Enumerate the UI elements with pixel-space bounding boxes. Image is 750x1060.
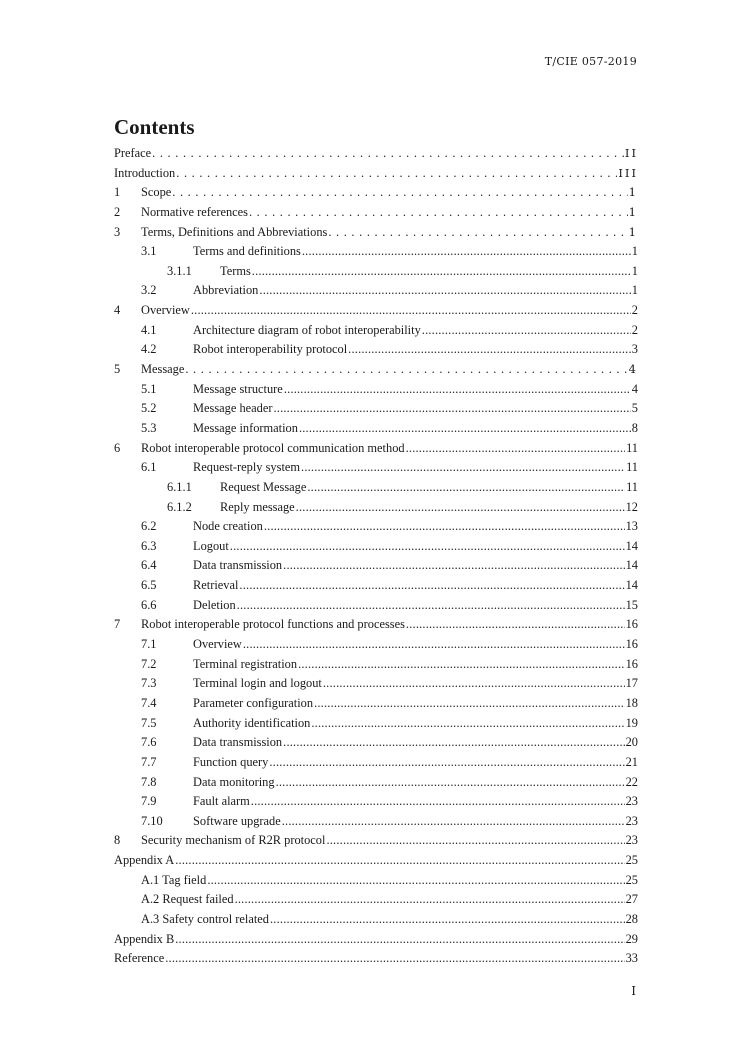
toc-dot-leader	[165, 949, 624, 969]
toc-entry-page: 1	[628, 224, 638, 239]
toc-dot-leader	[235, 890, 625, 910]
toc-dot-leader	[252, 262, 631, 282]
toc-dot-leader	[152, 144, 624, 164]
toc-entry[interactable]	[114, 203, 638, 223]
toc-entry-page: II	[624, 146, 638, 160]
toc-entry-page: 18	[625, 695, 638, 710]
toc-entry-number: 7.7	[141, 754, 157, 769]
toc-entry-page: 11	[626, 479, 638, 494]
toc-entry-page: 5	[631, 401, 638, 416]
toc-entry[interactable]	[114, 144, 638, 164]
toc-dot-leader	[191, 301, 631, 321]
toc-entry-number: 7.1	[141, 637, 157, 652]
toc-entry-number: 6.1.2	[167, 499, 192, 514]
toc-entry-page: 28	[625, 911, 638, 926]
toc-entry-title: Node creation	[193, 519, 263, 534]
toc-entry[interactable]	[114, 596, 638, 616]
toc-entry-number: 6.4	[141, 558, 157, 573]
toc-entry-title: Terminal login and logout	[193, 676, 322, 691]
toc-entry[interactable]	[114, 831, 638, 851]
toc-entry[interactable]	[114, 694, 638, 714]
toc-entry-page: 25	[625, 853, 638, 868]
toc-entry-page: 12	[625, 499, 638, 514]
toc-entry-number: 7.10	[141, 813, 163, 828]
toc-entry-title: A.3 Safety control related	[141, 911, 269, 926]
toc-entry-number: 7.8	[141, 774, 157, 789]
toc-dot-leader	[296, 498, 625, 518]
toc-dot-leader	[348, 340, 631, 360]
toc-entry-page: 14	[625, 538, 638, 553]
toc-entry-page: 21	[625, 754, 638, 769]
toc-entry-page: 2	[631, 322, 638, 337]
toc-entry-page: 25	[625, 872, 638, 887]
toc-entry-title: Overview	[141, 303, 190, 318]
toc-entry-page: 13	[625, 519, 638, 534]
toc-entry-number: 3	[114, 224, 121, 239]
toc-entry-number: 1	[114, 185, 121, 200]
toc-dot-leader	[301, 458, 625, 478]
toc-entry[interactable]	[114, 615, 638, 635]
toc-entry-page: 1	[628, 204, 638, 219]
toc-entry[interactable]	[114, 340, 638, 360]
toc-entry[interactable]	[114, 871, 638, 891]
toc-entry[interactable]	[114, 419, 638, 439]
toc-entry-title: Data transmission	[193, 558, 283, 573]
toc-entry-title: Message structure	[193, 381, 283, 396]
toc-entry-title: Function query	[193, 754, 269, 769]
toc-entry-title: Data transmission	[193, 735, 283, 750]
toc-entry-title: Logout	[193, 538, 229, 553]
document-id: T/CIE 057-2019	[544, 55, 637, 68]
toc-entry-title: Terminal registration	[193, 656, 298, 671]
toc-entry-page: 33	[625, 951, 638, 966]
toc-entry-number: 5	[114, 362, 121, 377]
toc-entry-page: 27	[625, 892, 638, 907]
toc-entry-number: 7.2	[141, 656, 157, 671]
toc-entry-page: 4	[631, 381, 638, 396]
toc-dot-leader	[237, 596, 625, 616]
toc-entry-title: Terms, Definitions and Abbreviations	[141, 224, 328, 239]
toc-entry[interactable]	[114, 242, 638, 262]
toc-dot-leader	[283, 556, 624, 576]
toc-entry-page: III	[618, 165, 638, 180]
toc-entry-page: 22	[625, 774, 638, 789]
toc-entry[interactable]	[114, 792, 638, 812]
toc-dot-leader	[249, 203, 628, 223]
toc-entry[interactable]	[114, 517, 638, 537]
toc-entry[interactable]	[114, 753, 638, 773]
toc-dot-leader	[176, 164, 617, 184]
toc-entry-page: 1	[631, 263, 638, 278]
toc-entry-page: 4	[628, 362, 638, 377]
toc-entry[interactable]	[114, 399, 638, 419]
toc-dot-leader	[298, 655, 625, 675]
toc-entry-number: 6.6	[141, 597, 157, 612]
toc-dot-leader	[207, 871, 624, 891]
toc-entry-page: 23	[625, 794, 638, 809]
toc-entry-number: 7.3	[141, 676, 157, 691]
toc-dot-leader	[175, 851, 624, 871]
toc-entry-title: Appendix B	[114, 931, 175, 946]
toc-entry[interactable]	[114, 851, 638, 871]
toc-entry[interactable]	[114, 733, 638, 753]
toc-entry-title: Overview	[193, 637, 242, 652]
toc-entry-page: 1	[631, 244, 638, 259]
toc-entry[interactable]	[114, 635, 638, 655]
toc-entry-title: Architecture diagram of robot interoperability	[193, 322, 421, 337]
toc-entry-title: Security mechanism of R2R protocol	[141, 833, 326, 848]
toc-entry-number: 5.3	[141, 420, 157, 435]
table-of-contents	[114, 144, 638, 969]
toc-entry-title: Terms	[220, 263, 251, 278]
toc-entry[interactable]	[114, 930, 638, 950]
toc-entry-number: 7.9	[141, 794, 157, 809]
toc-entry[interactable]	[114, 262, 638, 282]
toc-entry-page: 19	[625, 715, 638, 730]
toc-entry[interactable]	[114, 674, 638, 694]
toc-entry-title: Software upgrade	[193, 813, 281, 828]
toc-dot-leader	[406, 615, 625, 635]
toc-dot-leader	[406, 439, 625, 459]
toc-entry-title: Retrieval	[193, 578, 239, 593]
toc-entry[interactable]	[114, 223, 638, 243]
toc-entry-page: 14	[625, 558, 638, 573]
toc-entry-page: 16	[625, 637, 638, 652]
toc-dot-leader	[283, 733, 624, 753]
toc-entry-page: 23	[625, 813, 638, 828]
toc-entry-number: 2	[114, 204, 121, 219]
toc-entry[interactable]	[114, 321, 638, 341]
toc-dot-leader	[307, 478, 625, 498]
toc-entry[interactable]	[114, 773, 638, 793]
toc-entry[interactable]	[114, 655, 638, 675]
toc-entry-number: 4	[114, 303, 121, 318]
toc-dot-leader	[270, 910, 625, 930]
toc-entry[interactable]	[114, 360, 638, 380]
toc-dot-leader	[175, 930, 624, 950]
toc-entry-number: 6.1	[141, 460, 157, 475]
page-number: I	[631, 984, 636, 998]
toc-entry-page: 11	[626, 440, 638, 455]
toc-entry-number: 4.1	[141, 322, 157, 337]
toc-entry[interactable]	[114, 949, 638, 969]
toc-entry-number: 4.2	[141, 342, 157, 357]
toc-entry[interactable]	[114, 537, 638, 557]
toc-entry-page: 11	[626, 460, 638, 475]
toc-entry[interactable]	[114, 183, 638, 203]
toc-entry-title: Deletion	[193, 597, 236, 612]
toc-entry-page: 2	[631, 303, 638, 318]
toc-entry-number: 6.5	[141, 578, 157, 593]
toc-entry-number: 7.4	[141, 695, 157, 710]
toc-entry-number: 3.1.1	[167, 263, 192, 278]
toc-entry-page: 20	[625, 735, 638, 750]
toc-entry-title: Data monitoring	[193, 774, 275, 789]
toc-entry[interactable]	[114, 301, 638, 321]
toc-entry-page: 14	[625, 578, 638, 593]
toc-entry-title: Fault alarm	[193, 794, 250, 809]
toc-entry-title: Message header	[193, 401, 273, 416]
toc-dot-leader	[269, 753, 624, 773]
toc-entry-number: 7	[114, 617, 121, 632]
toc-entry-title: Appendix A	[114, 853, 175, 868]
toc-entry-title: Message information	[193, 420, 298, 435]
toc-dot-leader	[422, 321, 631, 341]
toc-entry[interactable]	[114, 478, 638, 498]
toc-entry[interactable]	[114, 890, 638, 910]
toc-entry-page: 15	[625, 597, 638, 612]
toc-dot-leader	[264, 517, 625, 537]
toc-entry-title: Reply message	[220, 499, 295, 514]
toc-dot-leader	[243, 635, 625, 655]
toc-dot-leader	[299, 419, 631, 439]
toc-entry-title: Request Message	[220, 479, 307, 494]
toc-entry-title: Normative references	[141, 204, 248, 219]
toc-entry-title: A.2 Request failed	[141, 892, 234, 907]
toc-entry-number: 6	[114, 440, 121, 455]
toc-dot-leader	[259, 281, 630, 301]
toc-entry-number: 5.1	[141, 381, 157, 396]
toc-dot-leader	[251, 792, 625, 812]
toc-entry-number: 6.1.1	[167, 479, 192, 494]
toc-entry[interactable]	[114, 812, 638, 832]
toc-entry-title: Introduction	[114, 165, 176, 180]
toc-entry-page: 1	[631, 283, 638, 298]
toc-entry-number: 7.6	[141, 735, 157, 750]
toc-entry[interactable]	[114, 576, 638, 596]
toc-entry[interactable]	[114, 714, 638, 734]
toc-entry-number: 7.5	[141, 715, 157, 730]
toc-entry-title: Robot interoperable protocol communication method	[141, 440, 405, 455]
toc-dot-leader	[276, 773, 625, 793]
toc-entry[interactable]	[114, 910, 638, 930]
toc-entry-title: Terms and definitions	[193, 244, 301, 259]
toc-entry-page: 17	[625, 676, 638, 691]
toc-entry-title: Reference	[114, 951, 165, 966]
toc-entry-title: Preface	[114, 146, 152, 160]
toc-entry-page: 3	[631, 342, 638, 357]
toc-dot-leader	[282, 812, 625, 832]
toc-entry-number: 3.2	[141, 283, 157, 298]
toc-dot-leader	[273, 399, 630, 419]
toc-entry-page: 8	[631, 420, 638, 435]
toc-entry-number: 6.3	[141, 538, 157, 553]
toc-entry[interactable]	[114, 556, 638, 576]
toc-entry-number: 5.2	[141, 401, 157, 416]
toc-entry-number: 3.1	[141, 244, 157, 259]
toc-dot-leader	[302, 242, 631, 262]
toc-dot-leader	[311, 714, 624, 734]
toc-entry[interactable]	[114, 439, 638, 459]
toc-dot-leader	[323, 674, 625, 694]
page-title: Contents	[114, 115, 195, 139]
toc-entry-page: 29	[625, 931, 638, 946]
toc-dot-leader	[185, 360, 627, 380]
toc-entry-title: Robot interoperable protocol functions and processes	[141, 617, 405, 632]
toc-entry-number: 6.2	[141, 519, 157, 534]
toc-entry[interactable]	[114, 164, 638, 184]
toc-entry-title: Scope	[141, 185, 172, 200]
toc-entry[interactable]	[114, 498, 638, 518]
toc-entry-title: Parameter configuration	[193, 695, 314, 710]
toc-entry-number: 8	[114, 833, 121, 848]
toc-entry-page: 16	[625, 656, 638, 671]
toc-dot-leader	[172, 183, 627, 203]
toc-entry-title: A.1 Tag field	[141, 872, 207, 887]
toc-entry[interactable]	[114, 380, 638, 400]
toc-dot-leader	[328, 223, 627, 243]
toc-entry-title: Robot interoperability protocol	[193, 342, 348, 357]
toc-entry-page: 1	[628, 185, 638, 200]
toc-entry-page: 23	[625, 833, 638, 848]
toc-entry[interactable]	[114, 281, 638, 301]
toc-dot-leader	[239, 576, 624, 596]
toc-entry-title: Message	[141, 362, 185, 377]
toc-dot-leader	[326, 831, 624, 851]
toc-entry-title: Abbreviation	[193, 283, 259, 298]
toc-entry-page: 16	[625, 617, 638, 632]
toc-entry-title: Request-reply system	[193, 460, 301, 475]
toc-dot-leader	[284, 380, 631, 400]
toc-entry-title: Authority identification	[193, 715, 311, 730]
toc-dot-leader	[314, 694, 625, 714]
toc-dot-leader	[230, 537, 625, 557]
toc-entry[interactable]	[114, 458, 638, 478]
